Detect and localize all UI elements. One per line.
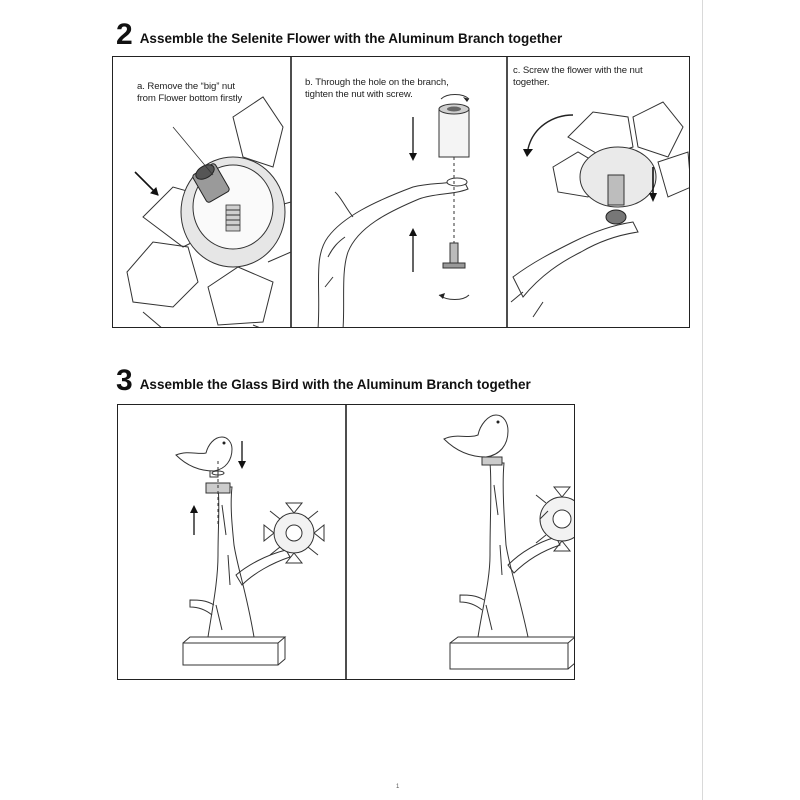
caption-line: tighten the nut with screw. bbox=[305, 88, 413, 100]
step-3-number: 3 bbox=[116, 364, 133, 397]
panel-b-illustration bbox=[318, 95, 469, 329]
step-3-figure-frame bbox=[117, 404, 575, 680]
page-edge bbox=[702, 0, 703, 800]
step-2-title: Assemble the Selenite Flower with the Aluminum Branch together bbox=[139, 30, 563, 46]
step-2-heading bbox=[116, 20, 562, 50]
bird-assembled-illustration bbox=[444, 415, 575, 669]
aluminum-branch bbox=[478, 463, 528, 637]
screw-post bbox=[226, 205, 240, 231]
caption-line: c. Screw the flower with the nut bbox=[513, 65, 643, 76]
glass-bird bbox=[444, 415, 508, 465]
flower-petal bbox=[633, 102, 683, 157]
aluminum-branch bbox=[513, 222, 638, 297]
glass-bird bbox=[176, 437, 232, 477]
caption-line: a. Remove the “big” nut bbox=[137, 81, 235, 92]
step-2-number: 2 bbox=[116, 18, 133, 51]
flower-petal bbox=[233, 97, 283, 167]
caption-line: b. Through the hole on the branch, bbox=[305, 77, 449, 88]
nut-cylinder bbox=[439, 109, 469, 157]
panel-a-illustration bbox=[127, 97, 291, 328]
display-base bbox=[183, 643, 278, 665]
panel-b-caption bbox=[305, 77, 449, 100]
bird-exploded-illustration bbox=[176, 437, 324, 665]
page-number: 1 bbox=[396, 784, 400, 790]
rotate-arrow bbox=[528, 115, 573, 149]
flower-petal bbox=[127, 242, 198, 307]
step-3-illustrations bbox=[118, 405, 575, 680]
caption-line: together. bbox=[513, 76, 550, 88]
panel-c-caption bbox=[513, 65, 643, 88]
flower-petal bbox=[208, 267, 273, 325]
display-base bbox=[450, 643, 568, 669]
caption-line: from Flower bottom firstly bbox=[137, 92, 243, 104]
step-3-heading bbox=[116, 366, 531, 396]
screw bbox=[450, 243, 458, 265]
aluminum-branch bbox=[318, 179, 468, 328]
step-3-title: Assemble the Glass Bird with the Aluminum Branch together bbox=[139, 376, 531, 392]
aluminum-branch bbox=[208, 487, 254, 637]
step-2-figure-frame bbox=[112, 56, 690, 328]
flower-petal bbox=[658, 152, 690, 197]
panel-a-caption bbox=[137, 81, 242, 104]
panel-c-illustration bbox=[511, 102, 690, 317]
selenite-flower bbox=[536, 487, 575, 551]
